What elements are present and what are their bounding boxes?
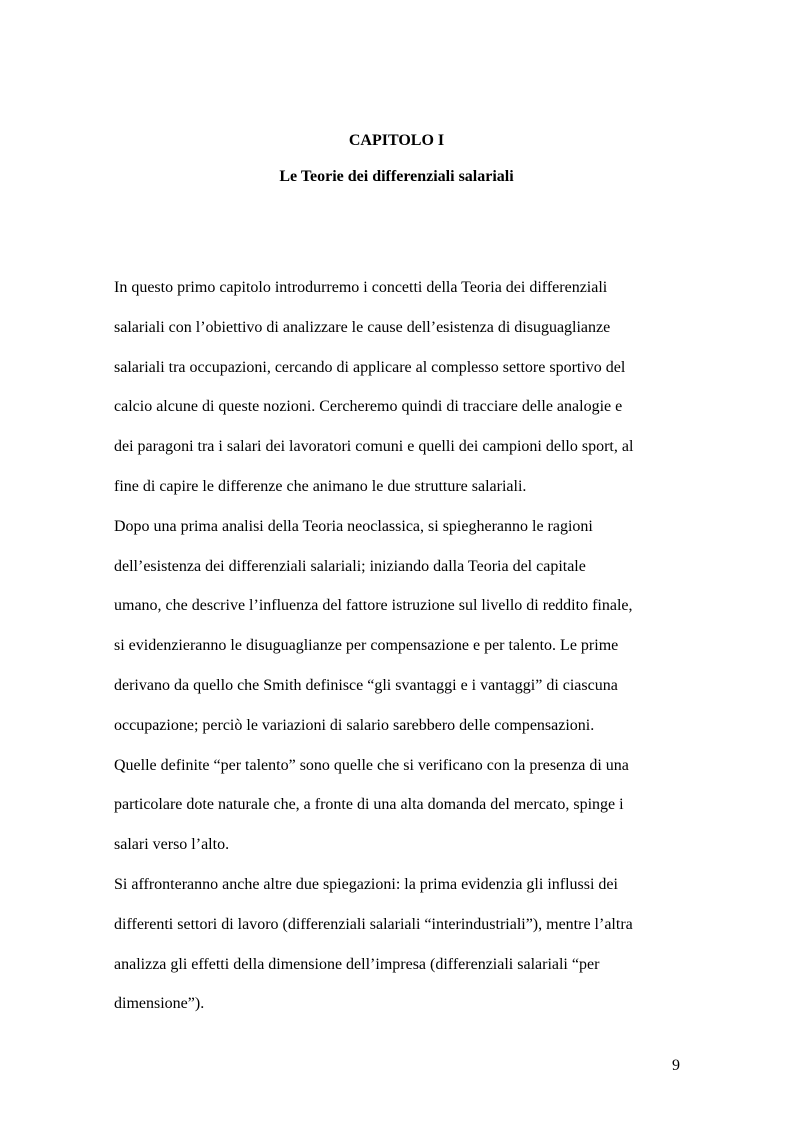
text-line: umano, che descrive l’influenza del fattore istruzione sul livello di reddito finale,: [114, 597, 633, 615]
text-line: dell’esistenza dei differenziali salariali; iniziando dalla Teoria del capitale: [114, 557, 586, 575]
text-line: Quelle definite “per talento” sono quelle che si verificano con la presenza di una: [114, 756, 629, 774]
text-line: derivano da quello che Smith definisce “gli svantaggi e i vantaggi” di ciascuna: [114, 676, 618, 694]
text-line: dimensione”).: [114, 995, 205, 1013]
text-line: calcio alcune di queste nozioni. Cercheremo quindi di tracciare delle analogie e: [114, 398, 623, 416]
text-line: particolare dote naturale che, a fronte di una alta domanda del mercato, spinge i: [114, 796, 624, 814]
text-line: salari verso l’alto.: [114, 836, 230, 854]
text-line: si evidenzieranno le disuguaglianze per compensazione e per talento. Le prime: [114, 637, 619, 655]
text-line: dei paragoni tra i salari dei lavoratori comuni e quelli dei campioni dello sport, al: [114, 438, 634, 456]
text-line: salariali tra occupazioni, cercando di applicare al complesso settore sportivo del: [114, 358, 626, 376]
text-line: differenti settori di lavoro (differenziali salariali “interindustriali”), mentre l’altra: [114, 915, 633, 933]
text-line: occupazione; perciò le variazioni di salario sarebbero delle compensazioni.: [114, 716, 595, 734]
text-line: In questo primo capitolo introdurremo i concetti della Teoria dei differenziali: [114, 279, 608, 296]
chapter-title: Le Teorie dei differenziali salariali: [279, 168, 514, 185]
text-line: Si affronteranno anche altre due spiegazioni: la prima evidenzia gli influssi dei: [114, 875, 618, 893]
chapter-label: CAPITOLO I: [348, 132, 445, 149]
text-line: Dopo una prima analisi della Teoria neoclassica, si spiegheranno le ragioni: [114, 517, 593, 535]
text-line: fine di capire le differenze che animano le due strutture salariali.: [114, 477, 527, 495]
page-number: 9: [672, 1057, 680, 1074]
text-line: analizza gli effetti della dimensione dell’impresa (differenziali salariali “per: [114, 955, 600, 973]
text-line: salariali con l’obiettivo di analizzare le cause dell’esistenza di disuguaglianze: [114, 318, 611, 336]
body-text: [114, 268, 714, 1024]
